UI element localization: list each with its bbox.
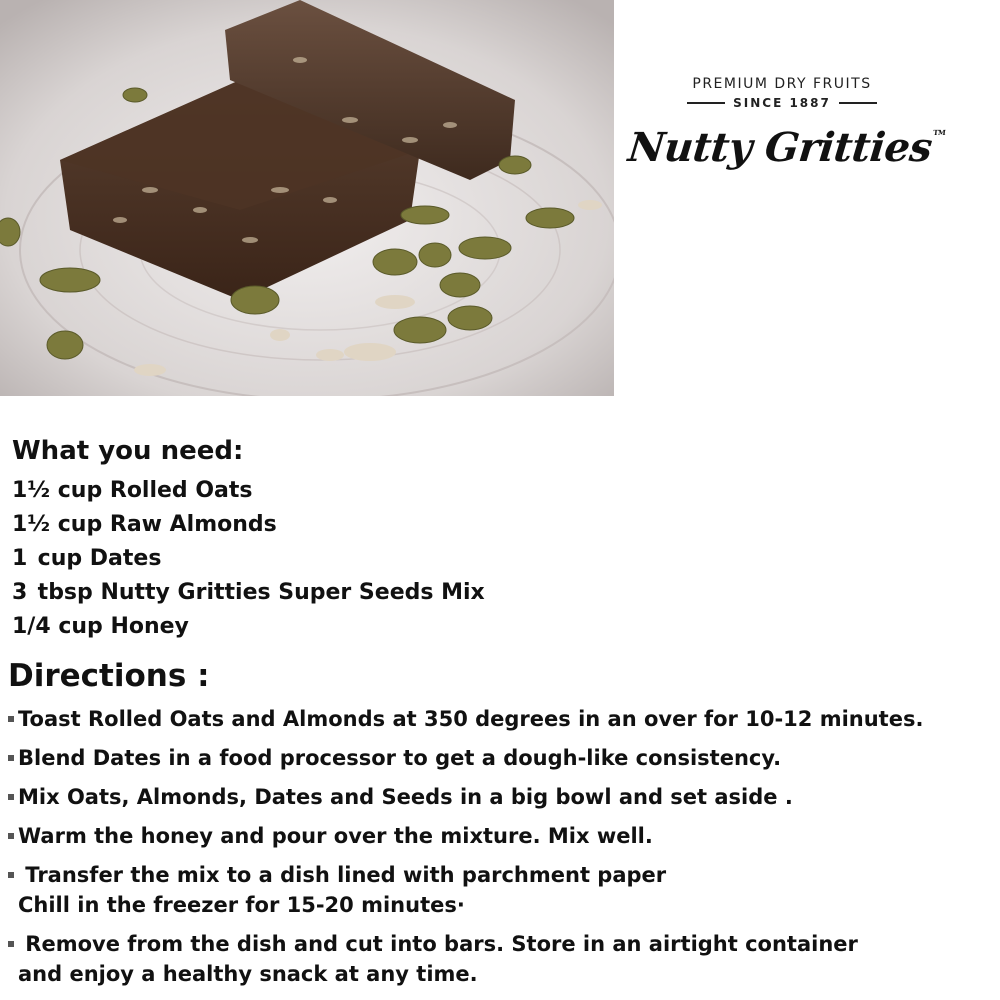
direction-step <box>8 704 998 734</box>
ingredient-text: cup Dates <box>37 546 162 571</box>
direction-text: Warm the honey and pour over the mixture. Mix well. <box>18 824 653 848</box>
direction-text: Transfer the mix to a dish lined with parchment paper <box>18 863 667 887</box>
ingredient-qty: 1½ <box>12 512 51 537</box>
ingredients-section <box>12 434 485 644</box>
direction-text: Mix Oats, Almonds, Dates and Seeds in a big bowl and set aside . <box>18 785 793 809</box>
direction-step <box>8 929 998 989</box>
ingredient-qty: 1½ <box>12 478 51 503</box>
direction-text-continued: and enjoy a healthy snack at any time. <box>18 962 478 986</box>
ingredient-text: cup Raw Almonds <box>57 512 277 537</box>
direction-step <box>8 743 998 773</box>
ingredient-qty: 1 <box>12 546 28 571</box>
ingredient-item <box>12 542 485 576</box>
brand-logo <box>625 76 946 171</box>
ingredient-text: cup Honey <box>58 614 189 639</box>
ingredient-qty: 3 <box>12 580 28 605</box>
ingredient-qty: 1/4 <box>12 614 51 639</box>
brand-name-text: Nutty Gritties <box>625 124 935 171</box>
ingredient-item <box>12 474 485 508</box>
trademark-mark: TM <box>932 128 946 137</box>
granola-bars-photo <box>0 0 614 396</box>
direction-text: Blend Dates in a food processor to get a dough-like consistency. <box>18 746 782 770</box>
ingredient-text: tbsp Nutty Gritties Super Seeds Mix <box>37 580 485 605</box>
directions-heading: Directions : <box>8 658 210 694</box>
ingredient-item <box>12 576 485 610</box>
brand-since-text: SINCE 1887 <box>733 96 831 110</box>
photo-icon <box>0 0 614 396</box>
divider <box>839 102 877 104</box>
direction-step <box>8 782 998 812</box>
direction-text: Toast Rolled Oats and Almonds at 350 degrees in an over for 10-12 minutes. <box>18 707 924 731</box>
ingredient-item <box>12 508 485 542</box>
brand-since <box>618 96 946 110</box>
direction-step <box>8 860 998 920</box>
ingredients-heading: What you need: <box>12 436 244 466</box>
direction-text-continued: Chill in the freezer for 15-20 minutes· <box>18 893 465 917</box>
direction-text: Remove from the dish and cut into bars. Store in an airtight container <box>18 932 858 956</box>
directions-section <box>8 656 998 998</box>
brand-tagline: PREMIUM DRY FRUITS <box>692 76 872 92</box>
brand-name <box>624 124 949 171</box>
direction-step <box>8 821 998 851</box>
ingredient-item <box>12 610 485 644</box>
divider <box>687 102 725 104</box>
ingredient-text: cup Rolled Oats <box>57 478 253 503</box>
